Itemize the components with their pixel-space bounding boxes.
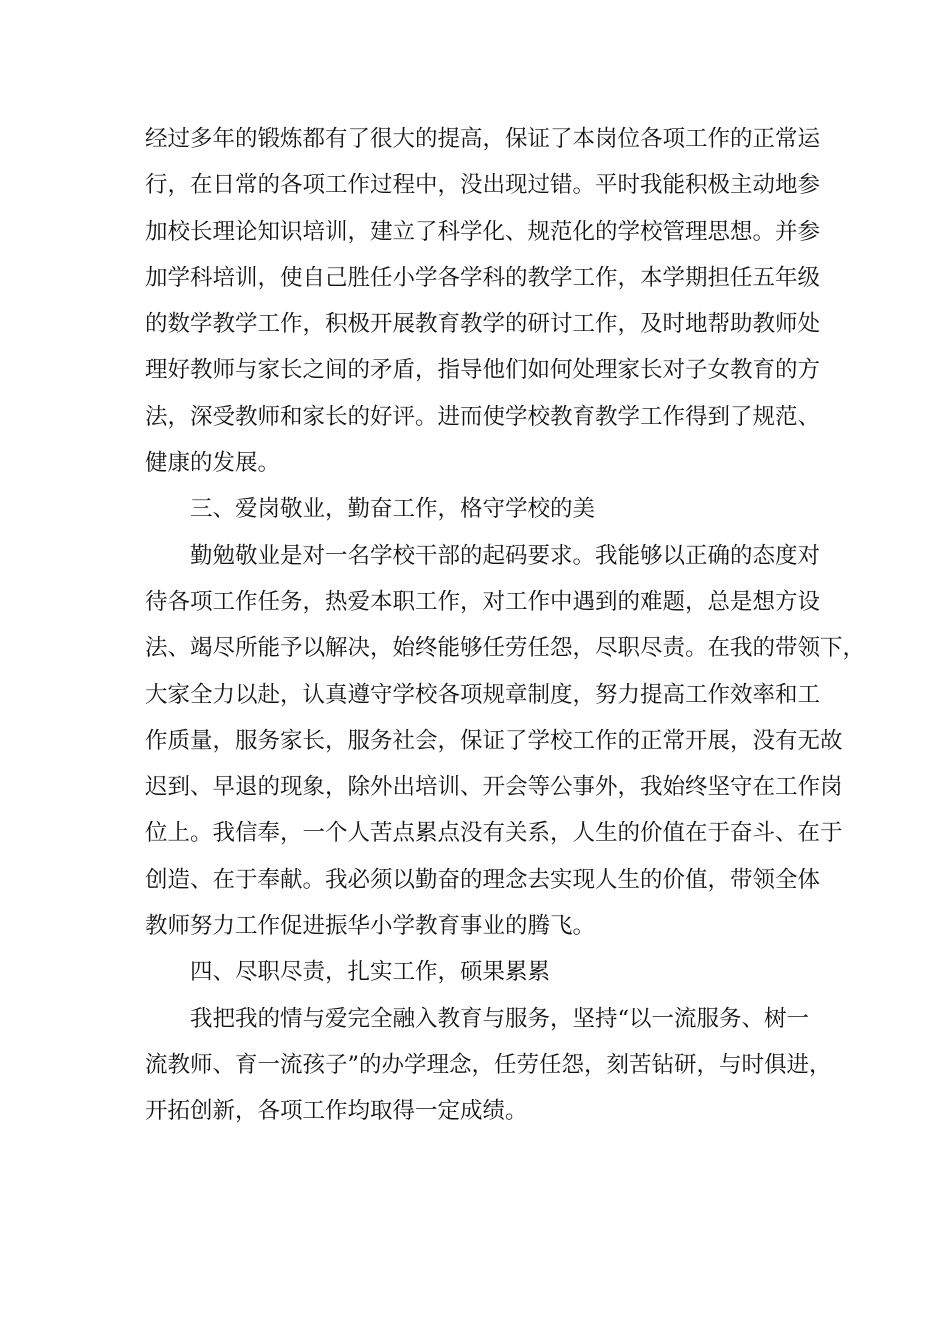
section-heading: 四、尽职尽责，扎实工作，硕果累累 (190, 959, 551, 986)
body-line: 开拓创新，各项工作均取得一定成绩。 (145, 1098, 528, 1125)
body-line: 经过多年的锻炼都有了很大的提高，保证了本岗位各项工作的正常运 (145, 126, 821, 152)
body-line: 行，在日常的各项工作过程中，没出现过错。平时我能积极主动地参 (145, 172, 821, 199)
body-line: 法，深受教师和家长的好评。进而使学校教育教学工作得到了规范、 (145, 403, 821, 430)
body-line: 的数学教学工作，积极开展教育教学的研讨工作，及时地帮助教师处 (145, 311, 821, 338)
body-line: 待各项工作任务，热爱本职工作，对工作中遇到的难题，总是想方设 (145, 588, 821, 615)
body-line: 作质量，服务家长，服务社会，保证了学校工作的正常开展，没有无故 (145, 727, 843, 754)
document-body (145, 116, 866, 1135)
paragraph-first-line: 我把我的情与爱完全融入教育与服务，坚持“以一流服务、树一 (190, 1005, 810, 1032)
body-line: 法、竭尽所能予以解决，始终能够任劳任怨，尽职尽责。在我的带领下， (145, 635, 866, 662)
body-line: 教师努力工作促进振华小学教育事业的腾飞。 (145, 913, 596, 940)
body-line: 创造、在于奉献。我必须以勤奋的理念去实现人生的价值，带领全体 (145, 866, 821, 893)
body-line: 加学科培训，使自己胜任小学各学科的教学工作，本学期担任五年级 (145, 264, 821, 291)
body-line: 迟到、早退的现象，除外出培训、开会等公事外，我始终坚守在工作岗 (145, 774, 843, 801)
paragraph-first-line: 勤勉敬业是对一名学校干部的起码要求。我能够以正确的态度对 (190, 542, 821, 569)
section-heading: 三、爱岗敬业，勤奋工作，格守学校的美 (190, 496, 596, 523)
body-line: 理好教师与家长之间的矛盾，指导他们如何处理家长对子女教育的方 (145, 357, 821, 384)
body-line: 位上。我信奉，一个人苦点累点没有关系，人生的价值在于奋斗、在于 (145, 820, 843, 847)
body-line: 流教师、育一流孩子”的办学理念，任劳任怨，刻苦钻研，与时俱进， (145, 1051, 832, 1078)
body-line: 加校长理论知识培训，建立了科学化、规范化的学校管理思想。并参 (145, 218, 821, 245)
body-line: 健康的发展。 (145, 450, 281, 477)
body-line: 大家全力以赴，认真遵守学校各项规章制度，努力提高工作效率和工 (145, 681, 821, 708)
